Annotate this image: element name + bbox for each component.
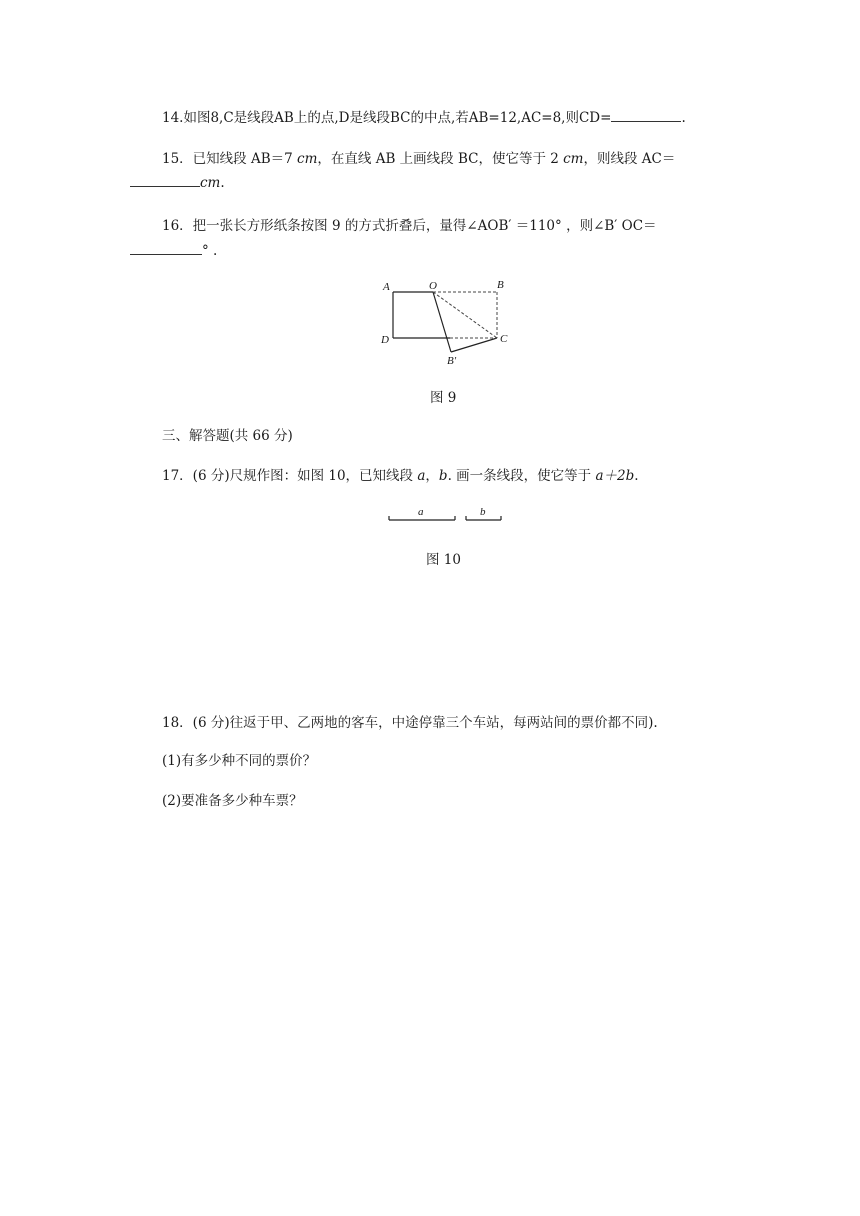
section-3-title: 三、解答题(共 66 分) <box>162 428 293 444</box>
fig9-label-c: C <box>500 333 508 345</box>
answer-blank-14[interactable] <box>611 109 681 122</box>
answer-blank-16[interactable] <box>130 242 202 255</box>
question-18-sub1: (1)有多少种不同的票价？ <box>162 753 317 769</box>
fig9-label-bprime: B′ <box>447 355 457 367</box>
figure-10 <box>385 504 510 528</box>
question-17-end: . <box>634 468 639 484</box>
fig9-label-o: O <box>429 280 437 292</box>
figure-9-caption: 图 9 <box>430 390 457 406</box>
question-15-text-a: 15．已知线段 AB＝7 <box>162 151 298 167</box>
question-14-text: 14.如图8,C是线段AB上的点,D是线段BC的中点,若AB=12,AC=8,则CD= <box>162 110 612 126</box>
figure-9 <box>375 272 525 372</box>
question-18-sub2: (2)要准备多少种车票？ <box>162 793 303 809</box>
question-16-end: ° . <box>202 243 218 259</box>
question-15-text-b: ，在直线 AB 上画线段 BC，使它等于 2 <box>317 151 564 167</box>
fig9-dash-oc <box>433 292 497 338</box>
segment-b-label: b <box>480 506 486 518</box>
answer-blank-15[interactable] <box>130 174 200 187</box>
question-15-line2 <box>130 174 225 192</box>
question-15-end: . <box>220 175 225 191</box>
fig9-label-a: A <box>383 281 390 293</box>
question-17-text-b: . 画一条线段，使它等于 <box>447 468 596 484</box>
question-15-line1 <box>162 150 675 168</box>
figure-10-caption: 图 10 <box>426 552 461 568</box>
question-17-comma: ， <box>425 468 439 484</box>
unit-cm-2: cm <box>563 151 584 167</box>
var-a: a <box>417 468 426 484</box>
unit-cm-1: cm <box>297 151 318 167</box>
fig9-label-d: D <box>381 334 389 346</box>
fig9-label-b: B <box>497 279 504 291</box>
var-b: b <box>438 468 448 484</box>
question-16-text: 16．把一张长方形纸条按图 9 的方式折叠后，量得∠AOB′ ＝110° ，则∠B′ OC＝ <box>162 218 657 234</box>
unit-cm-3: cm <box>200 175 221 191</box>
expression-a-plus-2b: a＋2b <box>595 468 635 484</box>
segment-a-label: a <box>418 506 424 518</box>
question-16-line1 <box>162 217 657 235</box>
fig9-fold-ob <box>433 292 451 352</box>
question-16-line2 <box>130 242 217 260</box>
question-15-text-c: ，则线段 AC＝ <box>583 151 676 167</box>
question-18-stem: 18．(6 分)往返于甲、乙两地的客车，中途停靠三个车站，每两站间的票价都不同). <box>162 715 658 731</box>
question-14 <box>162 109 686 127</box>
question-14-end: . <box>681 110 686 126</box>
question-17 <box>162 467 639 485</box>
fig9-edge-bpc <box>451 338 497 352</box>
question-17-text-a: 17．(6 分)尺规作图：如图 10，已知线段 <box>162 468 418 484</box>
